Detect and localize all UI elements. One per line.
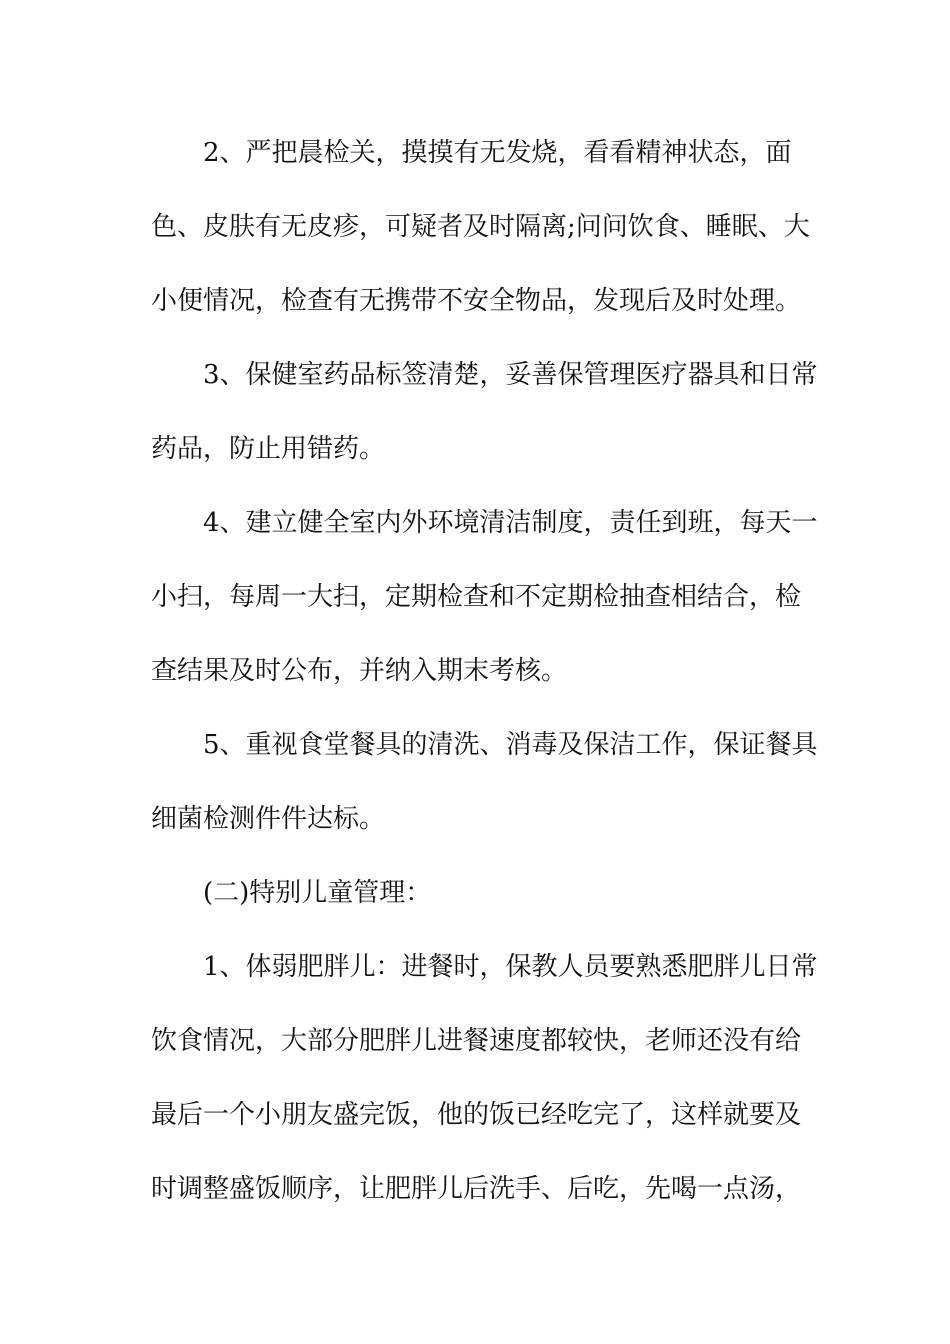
paragraph-line: 1、体弱肥胖儿：进餐时，保教人员要熟悉肥胖儿日常 bbox=[203, 952, 818, 982]
paragraph-line: 饮食情况，大部分肥胖儿进餐速度都较快，老师还没有给 bbox=[151, 1026, 802, 1056]
document-body bbox=[151, 130, 818, 1240]
paragraph-line: 时调整盛饭顺序，让肥胖儿后洗手、后吃，先喝一点汤， bbox=[151, 1174, 802, 1204]
paragraph-line: 2、严把晨检关，摸摸有无发烧，看看精神状态，面 bbox=[203, 138, 792, 168]
paragraph-line: 5、重视食堂餐具的清洗、消毒及保洁工作，保证餐具 bbox=[203, 730, 818, 760]
paragraph-line: 色、皮肤有无皮疹，可疑者及时隔离;问问饮食、睡眠、大 bbox=[151, 212, 810, 242]
paragraph-line: 最后一个小朋友盛完饭，他的饭已经吃完了，这样就要及 bbox=[151, 1100, 802, 1130]
paragraph-line: 4、建立健全室内外环境清洁制度，责任到班，每天一 bbox=[203, 508, 818, 538]
paragraph-line: 查结果及时公布，并纳入期末考核。 bbox=[151, 656, 568, 686]
paragraph-line: 小扫，每周一大扫，定期检查和不定期检抽查相结合，检 bbox=[151, 582, 802, 612]
paragraph-line: 小便情况，检查有无携带不安全物品，发现后及时处理。 bbox=[151, 286, 802, 316]
section-heading: (二)特别儿童管理： bbox=[203, 878, 432, 908]
paragraph-line: 药品，防止用错药。 bbox=[151, 434, 386, 464]
paragraph-line: 细菌检测件件达标。 bbox=[151, 804, 386, 834]
paragraph-line: 3、保健室药品标签清楚，妥善保管理医疗器具和日常 bbox=[203, 360, 818, 390]
